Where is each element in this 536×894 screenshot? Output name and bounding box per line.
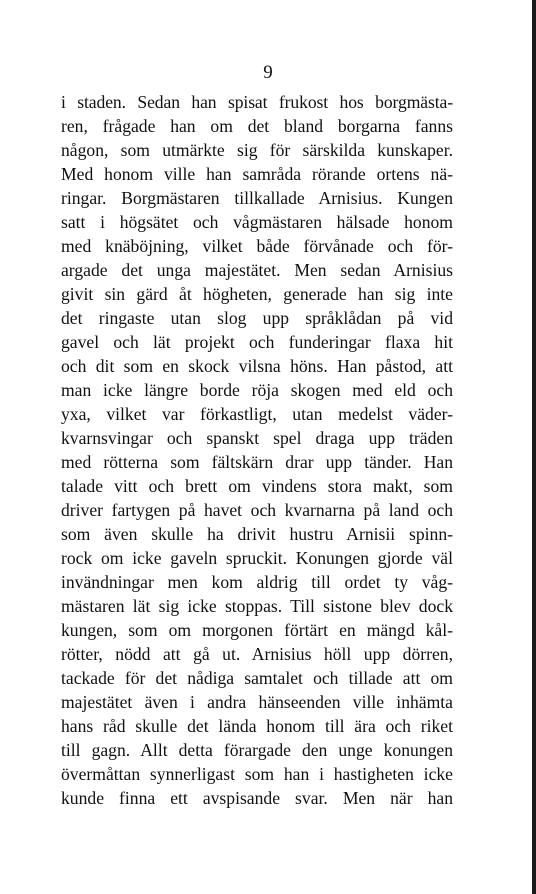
text-line: kunde finna ett avspisande svar. Men när han	[61, 788, 453, 808]
text-line: satt i högsätet och vågmästaren hälsade honom	[61, 212, 453, 232]
text-line: rock om icke gaveln spruckit. Konungen gjorde väl	[61, 548, 453, 568]
text-line: i staden. Sedan han spisat frukost hos borgmästa-	[61, 92, 453, 112]
body-text	[61, 90, 453, 810]
text-line: hans råd skulle det lända honom till ära och riket	[61, 716, 453, 736]
text-line: övermåttan synnerligast som han i hastigheten icke	[61, 764, 453, 784]
text-line: man icke längre borde röja skogen med eld och	[61, 380, 453, 400]
text-line: ringar. Borgmästaren tillkallade Arnisius. Kungen	[61, 188, 453, 208]
text-line: tackade för det nådiga samtalet och tillade att om	[61, 668, 453, 688]
text-line: driver fartygen på havet och kvarnarna på land och	[61, 500, 453, 520]
text-line: gavel och lät projekt och funderingar flaxa hit	[61, 332, 453, 352]
text-line: med knäböjning, vilket både förvånade och för-	[61, 236, 453, 256]
text-line: till gagn. Allt detta förargade den unge konungen	[61, 740, 453, 760]
text-line: rötter, nödd att gå ut. Arnisius höll upp dörren,	[61, 644, 453, 664]
text-line: yxa, vilket var förkastligt, utan medelst väder-	[61, 404, 453, 424]
text-line: ren, frågade han om det bland borgarna fanns	[61, 116, 453, 136]
scan-edge-shadow	[532, 0, 536, 894]
text-line: och dit som en skock vilsna höns. Han påstod, att	[61, 356, 453, 376]
page-number: 9	[263, 62, 273, 83]
text-line: invändningar men kom aldrig till ordet ty våg-	[61, 572, 453, 592]
text-line: talade vitt och brett om vindens stora makt, som	[61, 476, 453, 496]
text-line: majestätet även i andra hänseenden ville inhämta	[61, 692, 453, 712]
text-line: det ringaste utan slog upp språklådan på vid	[61, 308, 453, 328]
text-line: argade det unga majestätet. Men sedan Arnisius	[61, 260, 453, 280]
text-line: någon, som utmärkte sig för särskilda kunskaper.	[61, 140, 453, 160]
text-line: givit sin gärd åt högheten, generade han sig inte	[61, 284, 453, 304]
text-line: mästaren lät sig icke stoppas. Till sistone blev dock	[61, 596, 453, 616]
text-line: kvarnsvingar och spanskt spel draga upp träden	[61, 428, 453, 448]
text-line: Med honom ville han samråda rörande ortens nä-	[61, 164, 453, 184]
text-line: kungen, som om morgonen förtärt en mängd kål-	[61, 620, 453, 640]
text-line: med rötterna som fältskärn drar upp tänder. Han	[61, 452, 453, 472]
text-line: som även skulle ha drivit hustru Arnisii spinn-	[61, 524, 453, 544]
